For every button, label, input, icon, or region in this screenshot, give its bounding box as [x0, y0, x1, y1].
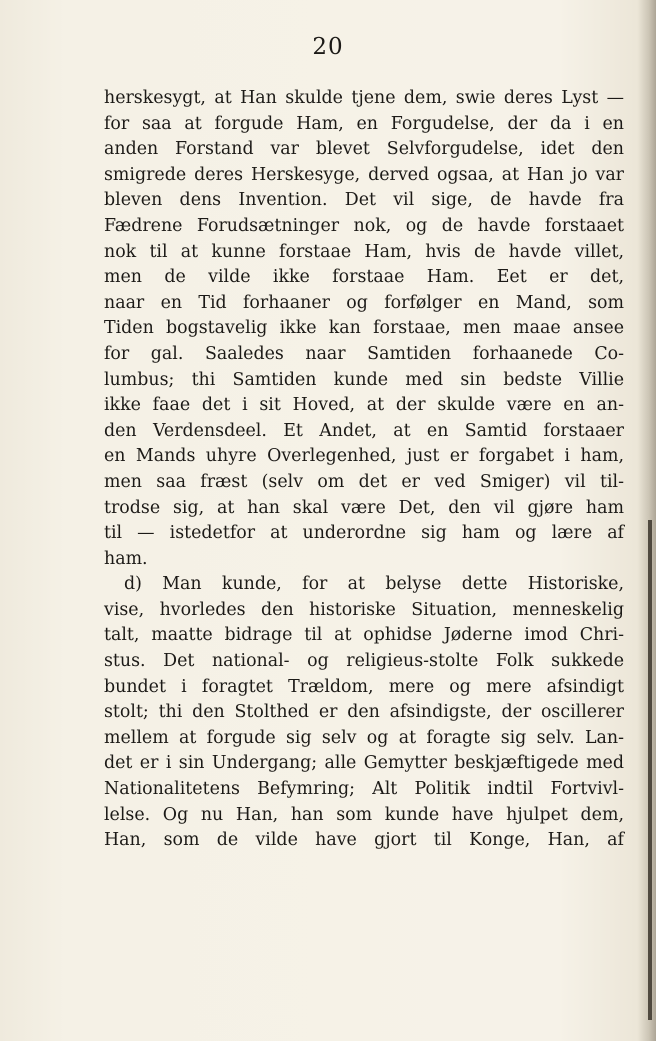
text-line: til — istedetfor at underordne sig ham og lære af	[104, 523, 624, 544]
text-line: nok til at kunne forstaae Ham, hvis de havde villet,	[104, 241, 624, 262]
text-line: Han, som de vilde have gjort til Konge, Han, af	[104, 830, 624, 851]
text-line: lelse. Og nu Han, han som kunde have hjulpet dem,	[104, 804, 624, 825]
text-line: ham.	[104, 548, 148, 569]
text-line: anden Forstand var blevet Selvforgudelse, idet den	[104, 139, 624, 160]
text-line: stus. Det national- og religieus-stolte Folk sukkede	[104, 651, 624, 672]
text-line: Nationalitetens Befymring; Alt Politik indtil Fortvivl-	[104, 779, 624, 800]
text-line: d) Man kunde, for at belyse dette Historiske,	[124, 574, 624, 595]
text-line: Tiden bogstavelig ikke kan forstaae, men maae ansee	[104, 318, 624, 339]
text-line: en Mands uhyre Overlegenhed, just er forgabet i ham,	[104, 446, 624, 467]
text-line: for gal. Saaledes naar Samtiden forhaanede Co-	[104, 343, 624, 364]
page-edge-shadow	[638, 0, 656, 1041]
text-line: naar en Tid forhaaner og forfølger en Mand, som	[104, 292, 624, 313]
text-line: for saa at forgude Ham, en Forgudelse, der da i en	[104, 113, 624, 134]
text-line: det er i sin Undergang; alle Gemytter beskjæftigede med	[104, 753, 624, 774]
text-line: herskesygt, at Han skulde tjene dem, swie deres Lyst —	[104, 88, 624, 108]
text-line: bundet i foragtet Trældom, mere og mere afsindigt	[104, 676, 624, 697]
text-line: men saa fræst (selv om det er ved Smiger) vil til-	[104, 471, 624, 492]
text-line: mellem at forgude sig selv og at foragte sig selv. Lan-	[104, 727, 624, 748]
text-line: talt, maatte bidrage til at ophidse Jøderne imod Chri-	[104, 625, 624, 646]
text-line: bleven dens Invention. Det vil sige, de havde fra	[104, 190, 624, 211]
text-line: trodse sig, at han skal være Det, den vil gjøre ham	[104, 497, 624, 518]
text-line: den Verdensdeel. Et Andet, at en Samtid forstaaer	[104, 420, 624, 441]
text-line: lumbus; thi Samtiden kunde med sin bedste Villie	[104, 369, 624, 390]
text-line: men de vilde ikke forstaae Ham. Eet er det,	[104, 267, 624, 288]
text-line: Fædrene Forudsætninger nok, og de havde forstaaet	[104, 215, 624, 236]
page-edge-mark	[648, 520, 652, 1020]
text-line: vise, hvorledes den historiske Situation, menneskelig	[104, 599, 624, 620]
page-number: 20	[312, 34, 344, 60]
text-line: smigrede deres Herskesyge, derved ogsaa, at Han jo var	[104, 164, 624, 185]
text-line: stolt; thi den Stolthed er den afsindigste, der oscillerer	[104, 702, 624, 723]
text-line: ikke faae det i sit Hoved, at der skulde være en an-	[104, 395, 624, 416]
body-text	[104, 86, 624, 854]
